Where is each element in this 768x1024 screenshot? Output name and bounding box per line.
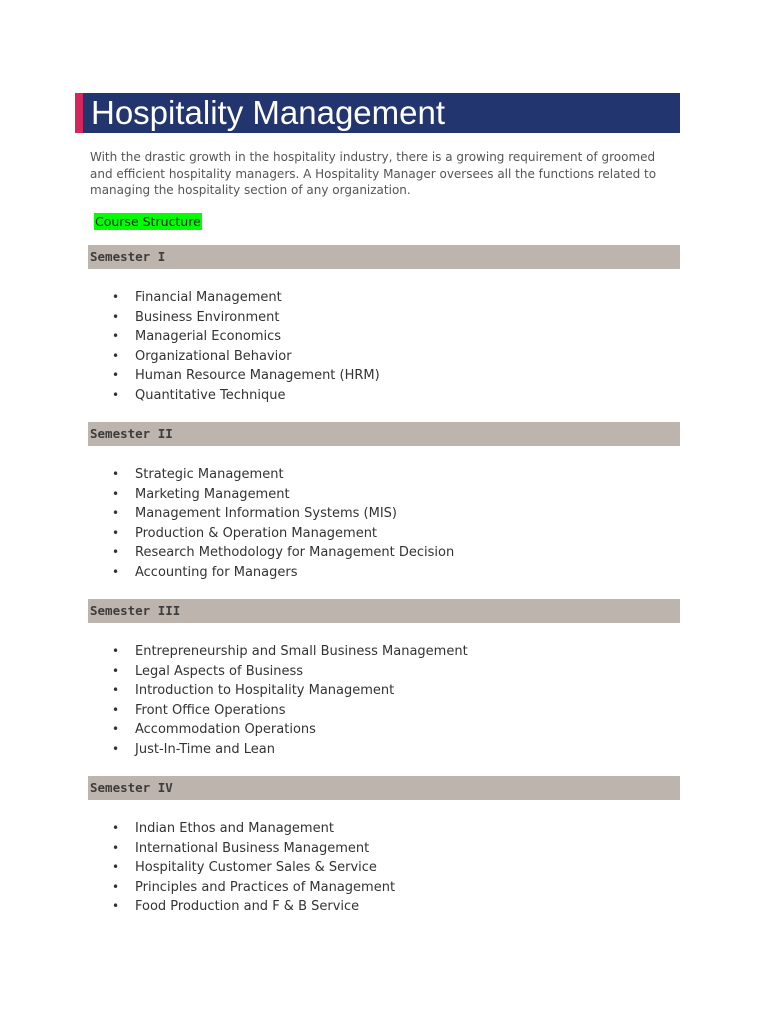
bullet-icon: • [112, 368, 120, 383]
subject-name: Human Resource Management (HRM) [135, 368, 380, 384]
subject-name: Managerial Economics [135, 329, 282, 345]
subject-name: Financial Management [135, 290, 282, 305]
bullet-icon: • [112, 290, 120, 304]
bullet-icon: • [112, 663, 120, 678]
bullet-icon: • [112, 467, 120, 481]
intro-paragraph: With the drastic growth in the hospitality industry, there is a growing requirement of groomed and efficient hospitality managers. A Hospitality Manager oversees all the functions related to managing the hospitality section of any organization. [90, 150, 657, 198]
bullet-icon: • [112, 348, 120, 363]
bullet-icon: • [112, 506, 120, 521]
bullet-icon: • [112, 387, 120, 402]
subject-name: Hospitality Customer Sales & Service [135, 860, 377, 876]
course-structure-label: Course Structure [95, 214, 201, 229]
semester-label: Semester III [90, 603, 181, 618]
subject-name: Accommodation Operations [135, 722, 316, 738]
bullet-icon: • [112, 525, 120, 540]
subject-name: Introduction to Hospitality Management [135, 683, 395, 699]
subject-name: Strategic Management [135, 467, 284, 482]
title-accent-stripe [75, 93, 83, 133]
bullet-icon: • [112, 683, 120, 698]
page-title-banner [75, 93, 680, 133]
subject-name: Business Environment [135, 309, 280, 325]
bullet-icon: • [112, 329, 120, 344]
bullet-icon: • [112, 821, 120, 835]
bullet-icon: • [112, 486, 120, 501]
bullet-icon: • [112, 545, 120, 560]
semester-header [88, 422, 680, 446]
bullet-icon: • [112, 644, 120, 658]
subject-name: Food Production and F & B Service [135, 899, 360, 915]
subject-name: Quantitative Technique [135, 387, 286, 403]
subject-name: Marketing Management [135, 486, 290, 502]
subject-name: Just-In-Time and Lean [135, 741, 275, 757]
bullet-icon: • [112, 899, 120, 914]
subject-name: Front Office Operations [135, 702, 286, 718]
bullet-icon: • [112, 564, 120, 579]
semester-label: Semester IV [90, 780, 173, 795]
subject-name: Management Information Systems (MIS) [135, 506, 397, 522]
subject-name: Principles and Practices of Management [135, 879, 396, 895]
subject-name: Accounting for Managers [135, 564, 298, 580]
subject-name: International Business Management [135, 840, 370, 856]
semester-label: Semester II [90, 426, 173, 441]
semester-header [88, 599, 680, 623]
bullet-icon: • [112, 840, 120, 855]
subject-name: Indian Ethos and Management [135, 821, 334, 836]
page-title: Hospitality Management [91, 94, 446, 131]
subject-name: Legal Aspects of Business [135, 663, 304, 679]
subject-name: Organizational Behavior [135, 348, 292, 364]
bullet-icon: • [112, 741, 120, 756]
bullet-icon: • [112, 309, 120, 324]
bullet-icon: • [112, 860, 120, 875]
semester-header [88, 776, 680, 800]
semester-header [88, 245, 680, 269]
bullet-icon: • [112, 722, 120, 737]
semester-label: Semester I [90, 249, 166, 264]
subject-name: Entrepreneurship and Small Business Management [135, 644, 468, 659]
bullet-icon: • [112, 879, 120, 894]
subject-name: Production & Operation Management [135, 525, 378, 541]
subject-name: Research Methodology for Management Decision [135, 545, 455, 561]
bullet-icon: • [112, 702, 120, 717]
